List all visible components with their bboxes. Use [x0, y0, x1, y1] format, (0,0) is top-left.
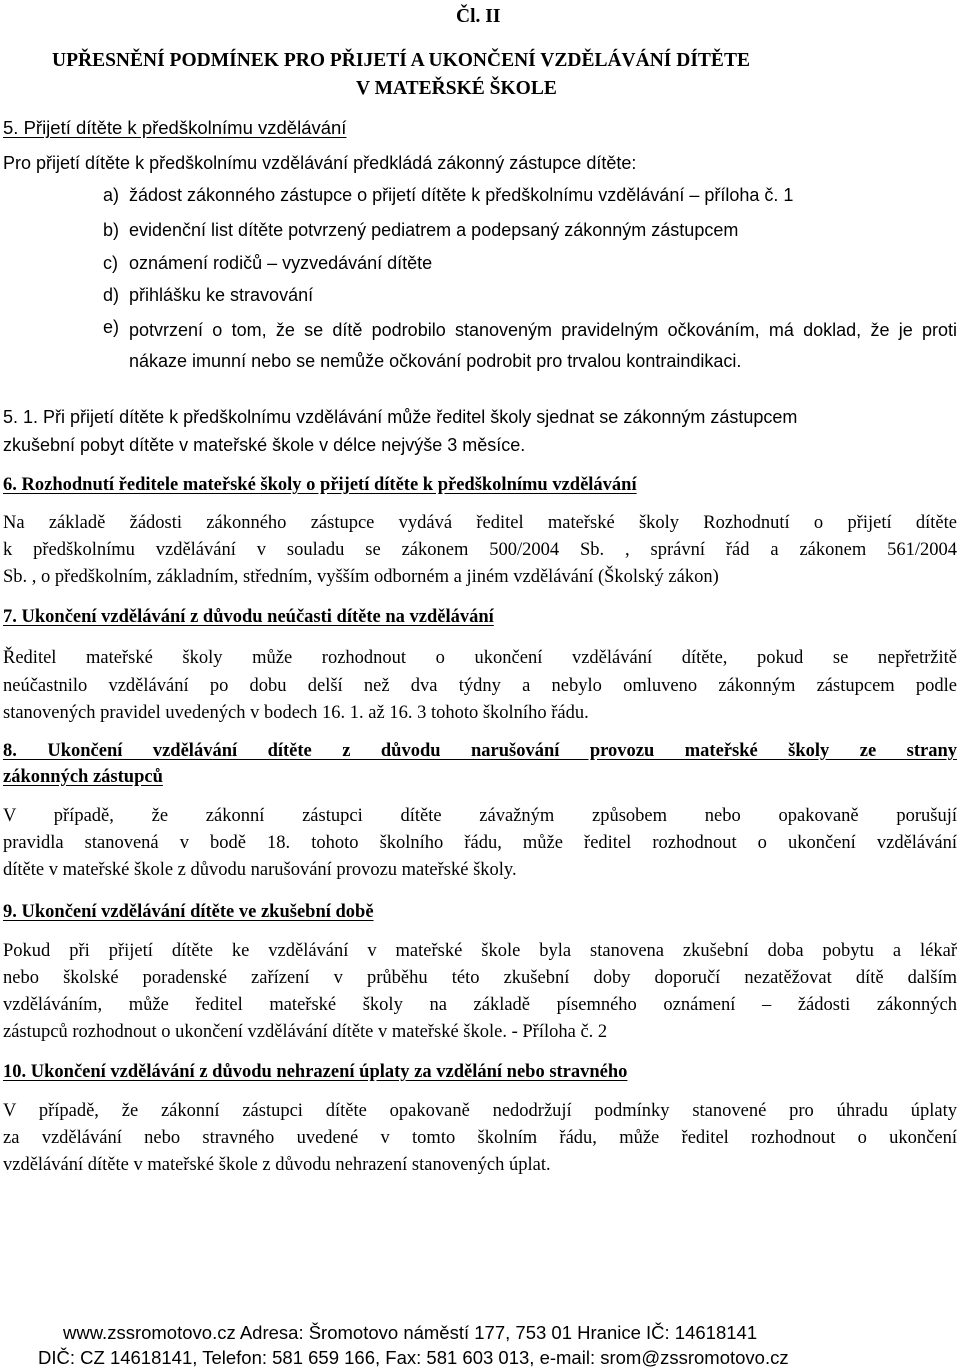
section-10-line3: vzdělávání dítěte v mateřské škole z důvodu nehrazení stanovených úplat.: [3, 1155, 551, 1175]
section-9-line1: Pokud při přijetí dítěte ke vzdělávání v mateřské škole byla stanovena zkušební doba pobytu a lékař: [3, 941, 957, 961]
item-e-letter: e): [103, 317, 120, 337]
section-5-1-number: 5. 1.: [3, 407, 39, 427]
footer-line1: www.zssromotovo.cz Adresa: Šromotovo náměstí 177, 753 01 Hranice IČ: 14618141: [63, 1322, 758, 1343]
section-10-heading: 10. Ukončení vzdělávání z důvodu nehrazení úplaty za vzdělání nebo stravného: [3, 1062, 628, 1082]
section-8-heading-line2: zákonných zástupců: [3, 767, 163, 787]
section-5-1-line1: [3, 407, 797, 428]
item-d-letter: d): [103, 285, 120, 305]
section-5-heading: 5. Přijetí dítěte k předškolnímu vzdělávání: [3, 117, 347, 138]
footer-line2: DIČ: CZ 14618141, Telefon: 581 659 166, Fax: 581 603 013, e-mail: srom@zssromotovo.cz: [38, 1347, 789, 1368]
section-7-line2: neúčastnilo vzdělávání po dobu delší než dva týdny a nebylo omluveno zákonným zástupcem podle: [3, 676, 957, 696]
item-b-text: evidenční list dítěte potvrzený pediatrem a podepsaný zákonným zástupcem: [129, 220, 739, 240]
section-8-heading-line1: 8. Ukončení vzdělávání dítěte z důvodu narušování provozu mateřské školy ze strany: [3, 741, 957, 761]
section-9-heading: 9. Ukončení vzdělávání dítěte ve zkušební době: [3, 902, 374, 922]
section-5-1-text: Při přijetí dítěte k předškolnímu vzdělávání může ředitel školy sjednat se zákonným zástupcem: [43, 407, 798, 427]
item-b-letter: b): [103, 220, 120, 240]
item-c-letter: c): [103, 253, 118, 273]
item-a-letter: a): [103, 185, 120, 205]
section-7-line3: stanovených pravidel uvedených v bodech 16. 1. až 16. 3 tohoto školního řádu.: [3, 703, 589, 723]
section-6-line1: Na základě žádosti zákonného zástupce vydává ředitel mateřské školy Rozhodnutí o přijetí dítěte: [3, 513, 957, 533]
page-title-line2: V MATEŘSKÉ ŠKOLE: [356, 78, 557, 99]
section-7-heading: 7. Ukončení vzdělávání z důvodu neúčasti dítěte na vzdělávání: [3, 607, 494, 627]
section-8-line1: V případě, že zákonní zástupci dítěte závažným způsobem nebo opakovaně porušují: [3, 806, 957, 826]
section-10-line1: V případě, že zákonní zástupci dítěte opakovaně nedodržují podmínky stanovené pro úhradu úplaty: [3, 1101, 957, 1121]
chapter-label: Čl. II: [456, 6, 501, 27]
section-9-line3: vzděláváním, může ředitel mateřské školy na základě písemného oznámení – žádosti zákonných: [3, 995, 957, 1015]
item-c-text: oznámení rodičů – vyzvedávání dítěte: [129, 253, 433, 273]
section-9-line4: zástupců rozhodnout o ukončení vzdělávání dítěte v mateřské škole. - Příloha č. 2: [3, 1022, 608, 1042]
section-7-line1: Ředitel mateřské školy může rozhodnout o ukončení vzdělávání dítěte, pokud se nepřetržitě: [3, 648, 957, 668]
item-a-text: žádost zákonného zástupce o přijetí dítěte k předškolnímu vzdělávání – příloha č. 1: [129, 185, 794, 205]
section-8-line3: dítěte v mateřské škole z důvodu narušování provozu mateřské školy.: [3, 860, 517, 880]
section-5-1-line2: zkušební pobyt dítěte v mateřské škole v délce nejvýše 3 měsíce.: [3, 435, 526, 455]
section-6-line2: k předškolnímu vzdělávání v souladu se zákonem 500/2004 Sb. , správní řád a zákonem 561/2004: [3, 540, 957, 560]
section-6-heading: 6. Rozhodnutí ředitele mateřské školy o přijetí dítěte k předškolnímu vzdělávání: [3, 475, 637, 495]
section-5-intro: Pro přijetí dítěte k předškolnímu vzdělávání předkládá zákonný zástupce dítěte:: [3, 153, 637, 173]
item-e-text: potvrzení o tom, že se dítě podrobilo stanoveným pravidelným očkováním, má doklad, že je proti nákaze imunní nebo se nemůže očkování podrobit pro trvalou kontraindikaci.: [129, 320, 957, 371]
section-10-line2: za vzdělávání nebo stravného uvedené v tomto školním řádu, může ředitel rozhodnout o ukončení: [3, 1128, 957, 1148]
item-d-text: přihlášku ke stravování: [129, 285, 314, 305]
page-title-line1: UPŘESNĚNÍ PODMÍNEK PRO PŘIJETÍ A UKONČENÍ VZDĚLÁVÁNÍ DÍTĚTE: [52, 50, 750, 71]
section-6-line3: Sb. , o předškolním, základním, středním, vyšším odborném a jiném vzdělávání (Školský zákon): [3, 567, 719, 587]
section-8-line2: pravidla stanovená v bodě 18. tohoto školního řádu, může ředitel rozhodnout o ukončení vzdělávání: [3, 833, 957, 853]
section-9-line2: nebo školské poradenské zařízení v průběhu této zkušební doby doporučí nezatěžovat dítě dalším: [3, 968, 957, 988]
